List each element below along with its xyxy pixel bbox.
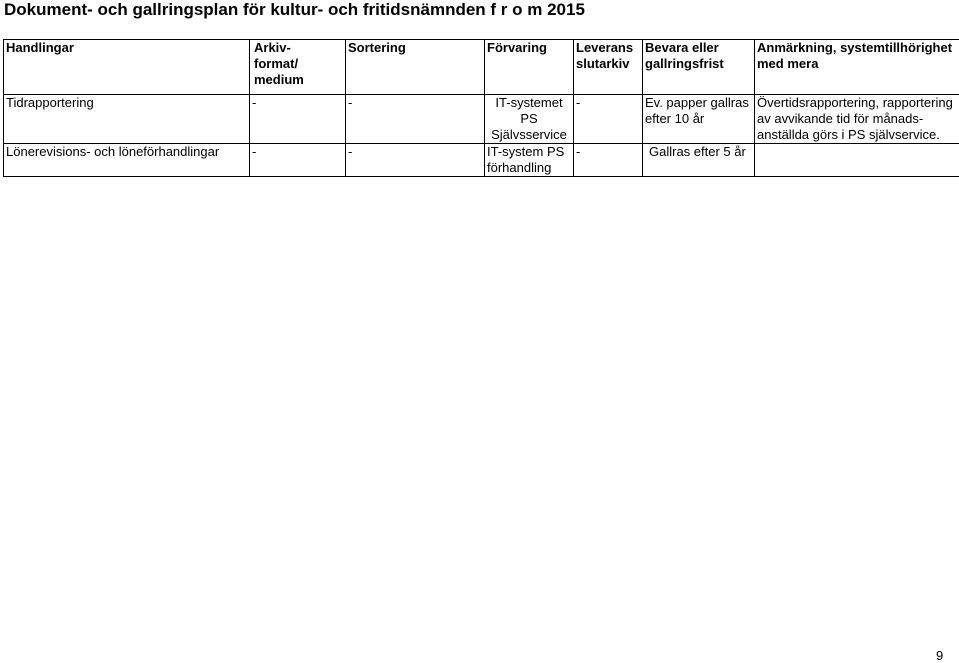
cell-sortering: -: [346, 95, 485, 144]
header-leverans: [574, 40, 643, 95]
cell-sortering: -: [346, 144, 485, 177]
header-anmarkning: [755, 40, 959, 95]
header-bevara: [643, 40, 755, 95]
header-bevara-label: Bevara eller gallringsfrist: [645, 40, 724, 71]
page-title: Dokument- och gallringsplan för kultur- och fritidsnämnden f r o m 2015: [4, 0, 585, 20]
header-row: [4, 40, 959, 95]
header-forvaring-label: Förvaring: [487, 40, 547, 55]
cell-leverans: -: [574, 144, 643, 177]
cell-anmarkning-text: Övertidsrapportering, rapportering av avvikande tid för månads- anställda görs i PS självservice.: [757, 95, 953, 142]
cell-bevara-text: Ev. papper gallras efter 10 år: [645, 95, 749, 126]
cell-handlingar: Tidrapportering: [4, 95, 250, 144]
cell-leverans: -: [574, 95, 643, 144]
header-forvaring: [485, 40, 574, 95]
cell-forvaring: [485, 144, 574, 177]
header-sortering: Sortering: [346, 40, 485, 95]
document-plan-table: [3, 39, 959, 177]
header-anmarkning-label: Anmärkning, systemtillhörighet med mera: [757, 40, 952, 71]
cell-forvaring-text: IT-system PS förhandling: [487, 144, 564, 175]
header-arkivformat-label: Arkiv- format/ medium: [254, 40, 304, 87]
cell-anmarkning: [755, 144, 959, 177]
table-row: [4, 144, 959, 177]
table-row: [4, 95, 959, 144]
cell-bevara: [643, 144, 755, 177]
cell-bevara-text: Gallras efter 5 år: [649, 144, 746, 159]
cell-arkivformat: -: [250, 144, 346, 177]
cell-anmarkning: [755, 95, 959, 144]
cell-handlingar: Lönerevisions- och löneförhandlingar: [4, 144, 250, 177]
cell-arkivformat: -: [250, 95, 346, 144]
cell-forvaring: [485, 95, 574, 144]
header-leverans-label: Leverans slutarkiv: [576, 40, 633, 71]
page-number: 9: [936, 648, 943, 663]
header-arkivformat: [250, 40, 346, 95]
cell-bevara: [643, 95, 755, 144]
cell-forvaring-text: IT-systemet PS Självsservice: [491, 95, 567, 142]
header-handlingar: Handlingar: [4, 40, 250, 95]
